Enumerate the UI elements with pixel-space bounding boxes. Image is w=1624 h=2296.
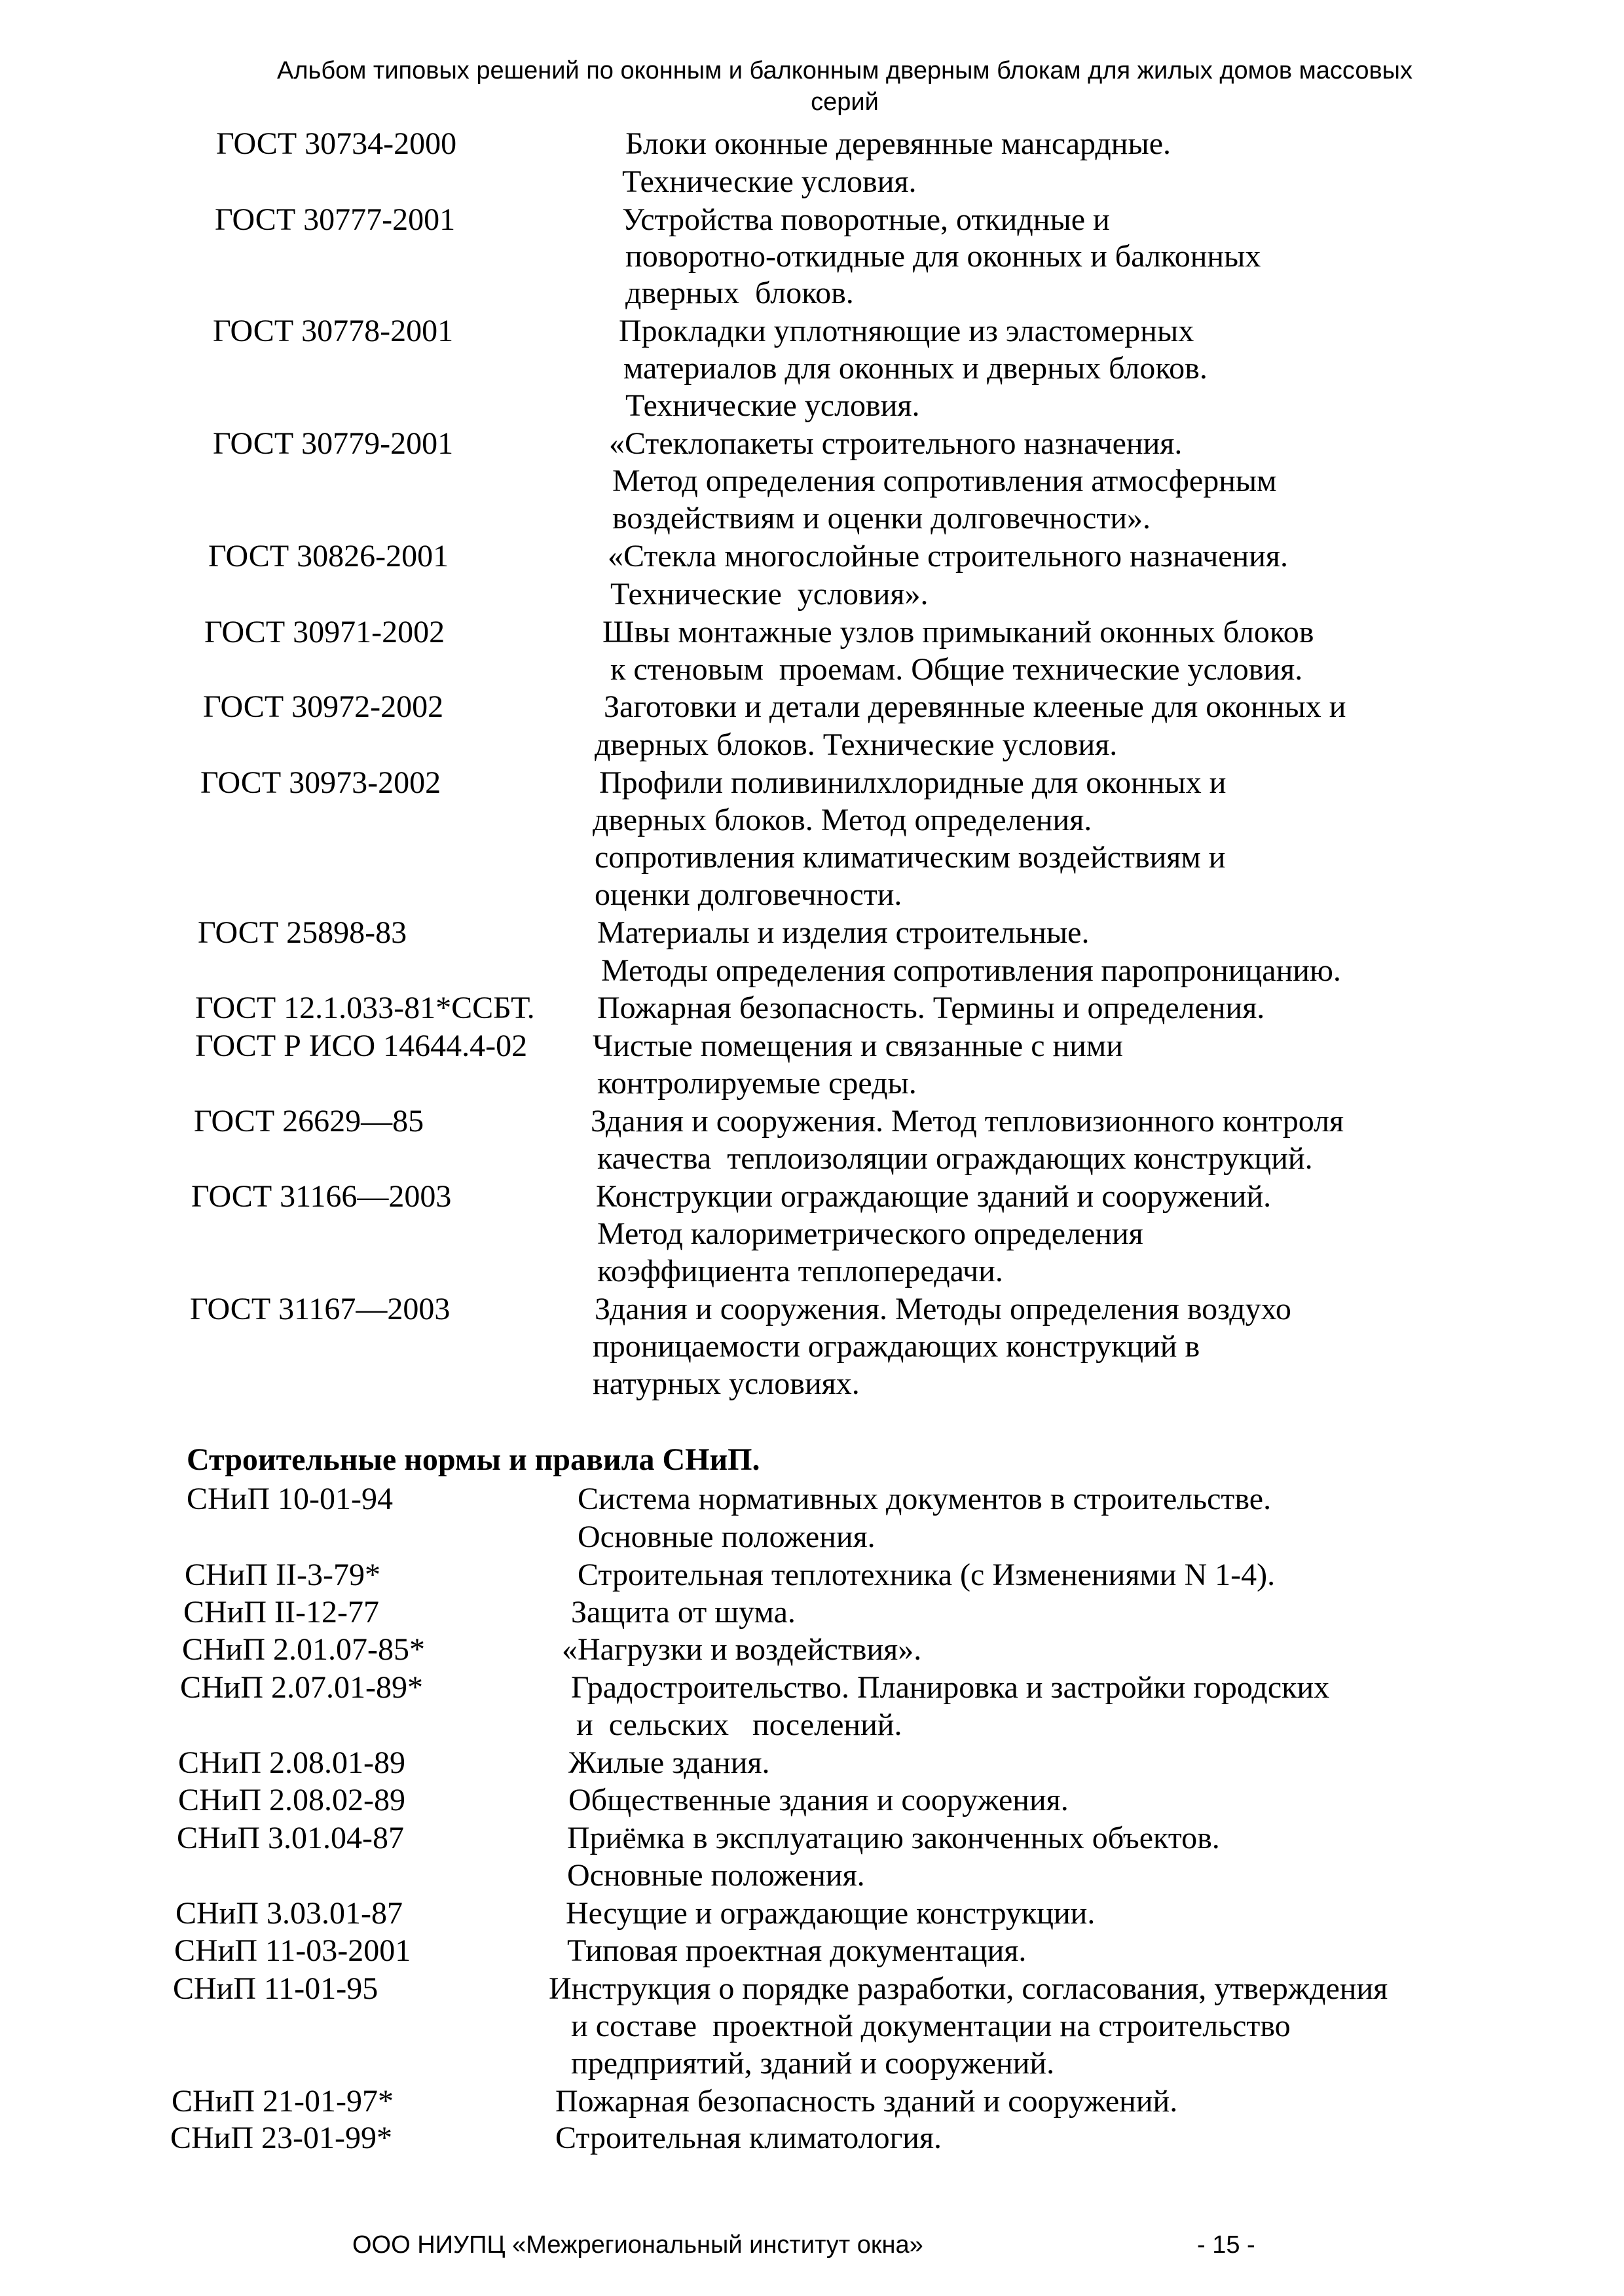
- gost-code: ГОСТ 30971-2002: [204, 615, 445, 649]
- header-line-2: серий: [811, 88, 879, 116]
- gost-title-line: коэффициента теплопередачи.: [597, 1254, 1003, 1288]
- snip-code: СНиП II-12-77: [183, 1595, 379, 1630]
- gost-title-line: Швы монтажные узлов примыканий оконных блоков: [602, 615, 1314, 649]
- snip-code: СНиП 3.03.01-87: [175, 1896, 403, 1931]
- gost-code: ГОСТ 30779-2001: [213, 426, 454, 461]
- gost-title-line: оценки долговечности.: [595, 877, 902, 912]
- snip-title-line: Общественные здания и сооружения.: [568, 1783, 1069, 1817]
- gost-title-line: Устройства поворотные, откидные и: [622, 202, 1110, 237]
- footer-organization: ООО НИУПЦ «Межрегиональный институт окна»: [352, 2231, 923, 2259]
- gost-title-line: Здания и сооружения. Метод тепловизионного контроля: [591, 1104, 1344, 1139]
- snip-title-line: предприятий, зданий и сооружений.: [571, 2046, 1055, 2081]
- gost-code: ГОСТ 12.1.033-81*ССБТ.: [195, 991, 535, 1025]
- document-header: [196, 55, 1493, 118]
- gost-title-line: материалов для оконных и дверных блоков.: [623, 351, 1208, 386]
- snip-title-line: Пожарная безопасность зданий и сооружений.: [555, 2084, 1178, 2119]
- snip-title-line: Несущие и ограждающие конструкции.: [566, 1896, 1096, 1931]
- gost-title-line: Материалы и изделия строительные.: [597, 915, 1090, 950]
- snip-title-line: Основные положения.: [567, 1858, 865, 1893]
- gost-title-line: Здания и сооружения. Методы определения воздухо: [595, 1292, 1291, 1326]
- snip-code: СНиП 2.08.02-89: [178, 1783, 406, 1817]
- gost-code: ГОСТ 30777-2001: [215, 202, 456, 237]
- gost-title-line: Технические условия».: [610, 577, 929, 611]
- gost-title-line: Технические условия.: [625, 388, 920, 423]
- gost-title-line: поворотно-откидные для оконных и балконных: [625, 239, 1261, 274]
- gost-code: ГОСТ 31167—2003: [190, 1292, 451, 1326]
- snip-title-line: «Нагрузки и воздействия».: [562, 1632, 922, 1667]
- snip-title-line: и сельских поселений.: [576, 1707, 902, 1742]
- snip-title-line: Система нормативных документов в строительстве.: [578, 1482, 1272, 1516]
- snip-title-line: и составе проектной документации на строительство: [571, 2009, 1291, 2043]
- gost-title-line: Метод определения сопротивления атмосферным: [612, 464, 1277, 498]
- gost-code: ГОСТ Р ИСО 14644.4-02: [195, 1029, 528, 1063]
- snip-code: СНиП 11-01-95: [173, 1971, 378, 2006]
- gost-title-line: качества теплоизоляции ограждающих конструкций.: [597, 1141, 1313, 1176]
- snip-code: СНиП 21-01-97*: [172, 2084, 394, 2119]
- gost-title-line: сопротивления климатическим воздействиям и: [595, 840, 1226, 875]
- gost-title-line: «Стеклопакеты строительного назначения.: [609, 426, 1183, 461]
- gost-title-line: Пожарная безопасность. Термины и определения.: [597, 991, 1265, 1025]
- snip-title-line: Инструкция о порядке разработки, согласования, утверждения: [549, 1971, 1388, 2006]
- gost-code: ГОСТ 30734-2000: [216, 126, 457, 161]
- snip-code: СНиП 23-01-99*: [170, 2121, 392, 2155]
- gost-code: ГОСТ 31166—2003: [191, 1179, 452, 1214]
- gost-title-line: проницаемости ограждающих конструкций в: [593, 1329, 1200, 1364]
- snip-code: СНиП 2.01.07-85*: [182, 1632, 426, 1667]
- gost-code: ГОСТ 25898-83: [198, 915, 407, 950]
- gost-title-line: Технические условия.: [622, 164, 917, 199]
- gost-title-line: Прокладки уплотняющие из эластомерных: [619, 314, 1194, 348]
- snip-title-line: Строительная климатология.: [555, 2121, 942, 2155]
- gost-title-line: Метод калориметрического определения: [597, 1216, 1143, 1251]
- gost-title-line: дверных блоков.: [625, 276, 854, 310]
- gost-title-line: Профили поливинилхлоридные для оконных и: [599, 765, 1227, 800]
- gost-code: ГОСТ 30826-2001: [208, 539, 449, 574]
- snip-code: СНиП 2.08.01-89: [178, 1745, 406, 1780]
- gost-title-line: контролируемые среды.: [597, 1066, 917, 1101]
- snip-title-line: Основные положения.: [578, 1520, 876, 1554]
- gost-title-line: дверных блоков. Метод определения.: [593, 803, 1092, 837]
- gost-title-line: дверных блоков. Технические условия.: [595, 727, 1118, 762]
- gost-code: ГОСТ 30973-2002: [200, 765, 441, 800]
- gost-title-line: воздействиям и оценки долговечности».: [612, 501, 1151, 536]
- gost-title-line: Блоки оконные деревянные мансардные.: [625, 126, 1172, 161]
- snip-title-line: Строительная теплотехника (с Изменениями N 1-4).: [578, 1558, 1276, 1592]
- gost-title-line: «Стекла многослойные строительного назначения.: [608, 539, 1288, 574]
- snip-title-line: Градостроительство. Планировка и застройки городских: [571, 1670, 1330, 1705]
- snip-section-title: Строительные нормы и правила СНиП.: [187, 1442, 760, 1477]
- snip-code: СНиП 11-03-2001: [174, 1933, 411, 1968]
- snip-code: СНиП II-3-79*: [185, 1558, 380, 1592]
- snip-title-line: Приёмка в эксплуатацию законченных объектов.: [567, 1821, 1220, 1855]
- gost-title-line: натурных условиях.: [593, 1366, 860, 1401]
- gost-title-line: Конструкции ограждающие зданий и сооружений.: [596, 1179, 1272, 1214]
- snip-code: СНиП 2.07.01-89*: [180, 1670, 424, 1705]
- snip-code: СНиП 3.01.04-87: [177, 1821, 405, 1855]
- header-line-1: Альбом типовых решений по оконным и балконным дверным блокам для жилых домов массовых: [277, 57, 1412, 84]
- snip-title-line: Защита от шума.: [571, 1595, 796, 1630]
- gost-title-line: Методы определения сопротивления паропроницанию.: [601, 953, 1341, 988]
- snip-title-line: Типовая проектная документация.: [567, 1933, 1027, 1968]
- gost-code: ГОСТ 30778-2001: [213, 314, 454, 348]
- page-number: - 15 -: [1197, 2231, 1255, 2259]
- gost-title-line: к стеновым проемам. Общие технические условия.: [610, 652, 1303, 687]
- gost-code: ГОСТ 30972-2002: [203, 689, 444, 724]
- gost-code: ГОСТ 26629—85: [194, 1104, 424, 1139]
- gost-title-line: Заготовки и детали деревянные клееные для оконных и: [604, 689, 1346, 724]
- gost-title-line: Чистые помещения и связанные с ними: [593, 1029, 1123, 1063]
- snip-title-line: Жилые здания.: [568, 1745, 770, 1780]
- snip-code: СНиП 10-01-94: [187, 1482, 393, 1516]
